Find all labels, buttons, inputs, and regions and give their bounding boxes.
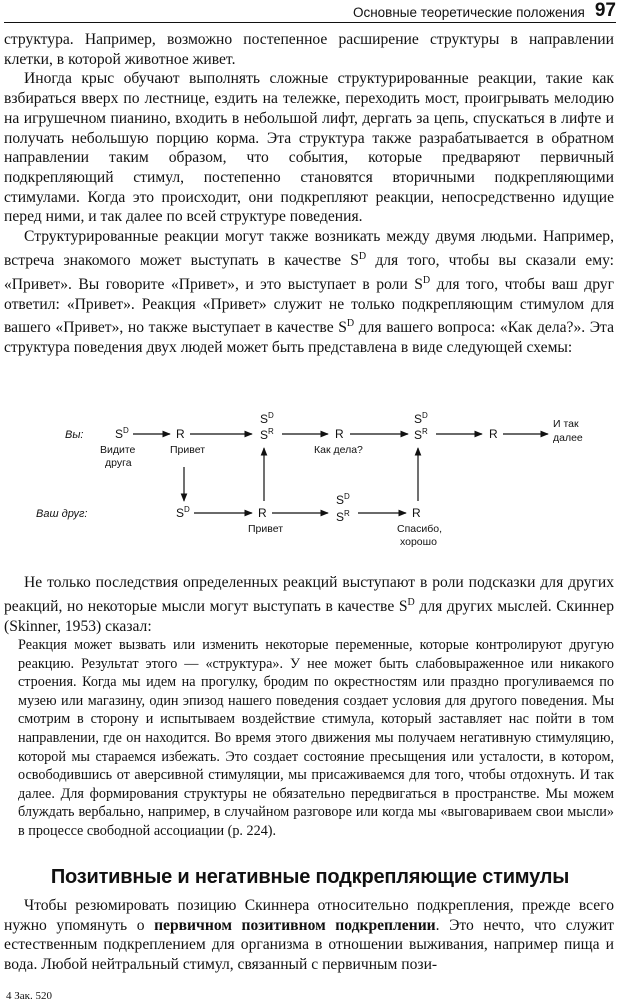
node-r-4: R bbox=[258, 506, 267, 520]
body-text-top bbox=[4, 30, 614, 358]
paragraph-thoughts-text-1: Не только последствия определенных реакций выступают в роли подсказки для других реакций, но некоторые мысли могут выступать в качестве S bbox=[4, 574, 614, 615]
node-sd-5: $S^D$ bbox=[336, 492, 350, 507]
skinner-quote bbox=[18, 636, 614, 841]
caption-and-so-on-2: далее bbox=[553, 432, 583, 444]
node-sd-3: $S^D$ bbox=[414, 411, 428, 426]
superscript-d: D bbox=[346, 318, 355, 330]
node-r-3: R bbox=[489, 427, 498, 441]
body-text-middle bbox=[4, 573, 614, 636]
caption-thanks-2: хорошо bbox=[400, 536, 437, 548]
paragraph-primary-text-1: Чтобы резюмировать позицию Скиннера относительно подкрепления, прежде всего нужно упомянуть о bbox=[4, 897, 614, 934]
paragraph-continuation: структура. Например, возможно постепенное расширение структуры в направлении клетки, в которой животное живет. bbox=[4, 31, 614, 68]
superscript-d: D bbox=[358, 250, 367, 262]
section-heading: Позитивные и негативные подкрепляющие стимулы bbox=[50, 866, 570, 888]
running-header bbox=[4, 0, 616, 23]
paragraph-primary-text-2: . Это нечто, что служит естественным подкреплением для организма в отношении выживания, например пища и вода. Любой нейтральный стимул, связанный с первичным пози- bbox=[4, 916, 614, 974]
caption-see-friend-1: Видите bbox=[100, 444, 136, 456]
node-r-2: R bbox=[335, 427, 344, 441]
chaining-diagram bbox=[0, 405, 620, 565]
paragraph-thoughts bbox=[4, 573, 614, 636]
caption-see-friend-2: друга bbox=[105, 457, 132, 469]
paragraph-two-people-text-2: для того, чтобы вы сказали ему: «Привет». Вы говорите «Привет», и это выступает в роли S bbox=[4, 251, 614, 293]
print-signature: 4 Зак. 520 bbox=[6, 990, 52, 1002]
node-sr-3: $S^R$ bbox=[414, 427, 428, 442]
term-primary-positive-reinforcement: первичном позитивном подкреплении bbox=[154, 916, 436, 934]
running-header-title: Основные теоретические положения bbox=[352, 5, 585, 20]
superscript-d: D bbox=[422, 274, 431, 286]
paragraph-thoughts-text-2: для других мыслей. Скиннер (Skinner, 1953) сказал: bbox=[4, 597, 614, 635]
paragraph-rats: Иногда крыс обучают выполнять сложные структурированные реакции, такие как взбираться вверх по лестнице, ездить на тележке, переходить мост, проигрывать мелодию на игрушечном пианино, входить в небольшой лифт, дергать за цепь, спускаться в лифте и получать небольшую порцию корма. Эта структура также разрабатывается в обратном направлении таким образом, что события, которые предваряют первичный подкрепляющий стимул, постепенно становятся вторичными подкрепляющими стимулами. Когда это происходит, они подкрепляют реакции, непосредственно идущие перед ними, и так далее по всей структуре поведения. bbox=[4, 70, 614, 226]
node-sd-1: $S^D$ bbox=[115, 426, 129, 441]
caption-and-so-on-1: И так bbox=[553, 418, 579, 430]
caption-thanks-1: Спасибо, bbox=[397, 523, 442, 535]
paragraph-two-people bbox=[4, 227, 614, 358]
caption-how-are-you: Как дела? bbox=[314, 444, 363, 456]
node-sr-2: $S^R$ bbox=[260, 427, 274, 442]
caption-hello-2: Привет bbox=[248, 523, 284, 535]
body-text-bottom bbox=[4, 896, 614, 975]
node-sd-2: $S^D$ bbox=[260, 411, 274, 426]
paragraph-two-people-text-4: для вашего вопроса: «Как дела?». Эта структура поведения двух людей может быть представлена в виде следующей схемы: bbox=[4, 319, 614, 357]
node-r-5: R bbox=[412, 506, 421, 520]
page-number: 97 bbox=[594, 0, 616, 21]
node-sr-5: $S^R$ bbox=[336, 509, 350, 524]
row-label-friend: Ваш друг: bbox=[36, 508, 88, 520]
quote-text: Реакция может вызвать или изменить некоторые переменные, которые контролируют другую реакцию. Результат этого — «структура». У нее может быть слабовыраженное или никакого строения. Когда мы идем на прогулку, бродим по окрестностям или праздно прогуливаемся по музею или магазину, один эпизод нашего поведения создает условия для другого поведения. Мы смотрим в сторону и испытываем воздействие стимула, который заставляет нас пойти в том направлении, где он находится. Во время этого движения мы получаем негативную стимуляцию, которой мы стараемся избежать. Это создает состояние пресыщения или усталости, в котором, освободившись от аверсивной стимуляции, мы присаживаемся для того, чтобы отдохнуть. И так далее. Для формирования структуры не обязательно передвигаться в пространстве. Мы можем блуждать вербально, например, в случайном разговоре или когда мы «выговариваем свои мысли» в процессе свободной ассоциации (p. 224). bbox=[18, 637, 614, 839]
paragraph-two-people-text-1: Структурированные реакции могут также возникать между двумя людьми. Например, встреча знакомого может выступать в качестве S bbox=[4, 228, 614, 269]
row-label-you: Вы: bbox=[65, 429, 84, 441]
node-sd-4: $S^D$ bbox=[176, 505, 190, 520]
paragraph-two-people-text-3: для того, чтобы ваш друг ответил: «Привет». Реакция «Привет» служит не только подкрепляющим стимулом для вашего «Привет», но также выступает в качестве S bbox=[4, 275, 615, 337]
paragraph-primary-reinforcement bbox=[4, 896, 614, 975]
caption-hello-1: Привет bbox=[170, 444, 206, 456]
superscript-d: D bbox=[407, 596, 415, 608]
node-r-1: R bbox=[176, 427, 185, 441]
